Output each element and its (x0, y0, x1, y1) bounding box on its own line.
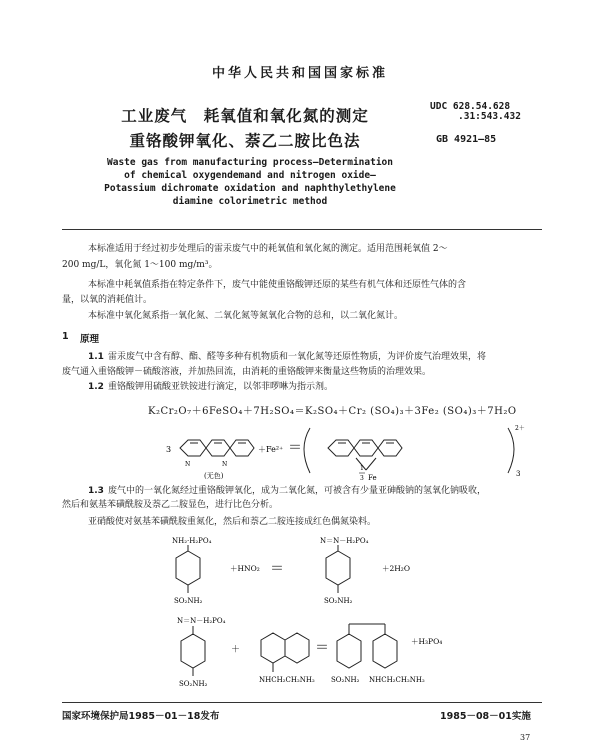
r1-bottom: SO₂NH₂ (179, 680, 208, 688)
section-number: 1 (62, 331, 69, 342)
plus-h3po4: ＋H₃PO₄ (411, 637, 443, 646)
diazotization-reaction (160, 533, 440, 609)
item-number: 1.3 (88, 486, 104, 496)
equals-sign: ＝ (270, 561, 284, 577)
standard-org-header: 中华人民共和国国家标准 (211, 66, 388, 81)
plus-sign: ＋ (231, 645, 241, 655)
diazotization-note: 亚硝酸使对氨基苯磺酰胺重氮化，然后和萘乙二胺连接成红色偶氮染料。 (88, 517, 377, 527)
product-left: SO₂NH₂ (331, 676, 360, 684)
intro-line: 本标准适用于经过初步处理后的雷汞废气中的耗氧值和氧化氮的测定。适用范围耗氧值 2～ (88, 244, 448, 254)
p1-bottom: SO₂NH₂ (324, 597, 353, 605)
fe2-reagent: ＋Fe²⁺ (258, 445, 284, 454)
n-atom-label: N (222, 461, 228, 468)
title-line-1: 工业废气 耗氧值和氧化氮的测定 (121, 107, 369, 125)
intro-line: 量，以氧的消耗值计。 (62, 295, 153, 305)
udc-code: UDC 628.54.628 (430, 101, 511, 112)
titration-equation: K₂Cr₂O₇＋6FeSO₄＋7H₂SO₄＝K₂SO₄＋Cr₂ (SO₄)₃＋3Fe₂ (SO₄)₃＋7H₂O (148, 406, 517, 417)
item-text: 重铬酸钾用硫酸亚铁铵进行滴定，以邻菲啰啉为指示剂。 (108, 382, 334, 392)
item-text: 雷汞废气中含有醇、酯、醛等多种有机物质和一氧化氮等还原性物质，为评价废气治理效果，将 (108, 352, 487, 362)
effective-date: 1985－08－01实施 (440, 711, 531, 722)
coupling-reaction (165, 612, 465, 694)
p1-top: N＝N－H₂PO₄ (320, 537, 369, 545)
coef-left: 3 (166, 445, 172, 454)
r1-top: N＝N－H₂PO₄ (177, 617, 226, 625)
complex-subscript: 3 (516, 470, 521, 478)
complex-charge: 2＋ (515, 425, 525, 432)
fe-label: Fe (368, 474, 377, 482)
fe-frac-num: 1 (360, 465, 364, 472)
intro-line: 200 mg/L，氧化氮 1～100 mg/m³。 (62, 260, 218, 270)
r2-bottom: NHCH₂CH₂NH₂ (259, 676, 315, 684)
gb-number: GB 4921—85 (436, 134, 497, 145)
fe-frac-den: 3 (360, 475, 364, 482)
phenanthroline-reaction (160, 418, 560, 488)
plus-h2o: ＋2H₂O (382, 564, 410, 573)
colorless-label: (无色) (204, 472, 224, 480)
equals-sign: ＝ (315, 640, 329, 656)
item-number: 1.2 (88, 382, 104, 392)
english-title (80, 156, 420, 208)
english-title-line: diamine colorimetric method (172, 196, 328, 207)
intro-line: 本标准中氧化氮系指一氧化氮、二氧化氮等氮氧化合物的总和，以二氧化氮计。 (88, 311, 404, 321)
r1-top: NH₂·H₂PO₄ (172, 537, 212, 545)
english-title-line: Potassium dichromate oxidation and naphthylethylene (104, 183, 396, 194)
title-line-2: 重铬酸钾氧化、萘乙二胺比色法 (129, 132, 361, 150)
item-text: 废气中的一氧化氮经过重铬酸钾氧化，成为二氧化氮，可被含有少量亚砷酸钠的氢氧化钠吸收， (108, 486, 487, 496)
n-atom-label: N (185, 461, 191, 468)
product-right: NHCH₂CH₂NH₂ (369, 676, 425, 684)
footer-divider (62, 702, 542, 703)
item-text: 废气通入重铬酸钾－硫酸溶液，并加热回流，由消耗的重铬酸钾来衡量这些物质的治理效果。 (62, 367, 432, 377)
equals-sign: ＝ (288, 440, 302, 456)
issue-date: 国家环境保护局1985－01－18发布 (62, 711, 220, 722)
section-title: 原理 (80, 334, 100, 345)
item-text: 然后和氨基苯磺酰胺及萘乙二胺显色，进行比色分析。 (62, 500, 279, 510)
r1-bottom: SO₂NH₂ (174, 597, 203, 605)
udc-code-cont: .31:543.432 (458, 111, 521, 122)
intro-line: 本标准中耗氧值系指在特定条件下，废气中能使重铬酸钾还原的某些有机气体和还原性气体的含 (88, 280, 467, 290)
page-number: 37 (520, 733, 531, 742)
english-title-line: Waste gas from manufacturing process—Determination (107, 157, 393, 168)
item-number: 1.1 (88, 352, 104, 362)
plus-hno2: ＋HNO₂ (230, 564, 260, 573)
header-divider (62, 229, 542, 230)
english-title-line: of chemical oxygendemand and nitrogen oxide— (124, 170, 376, 181)
